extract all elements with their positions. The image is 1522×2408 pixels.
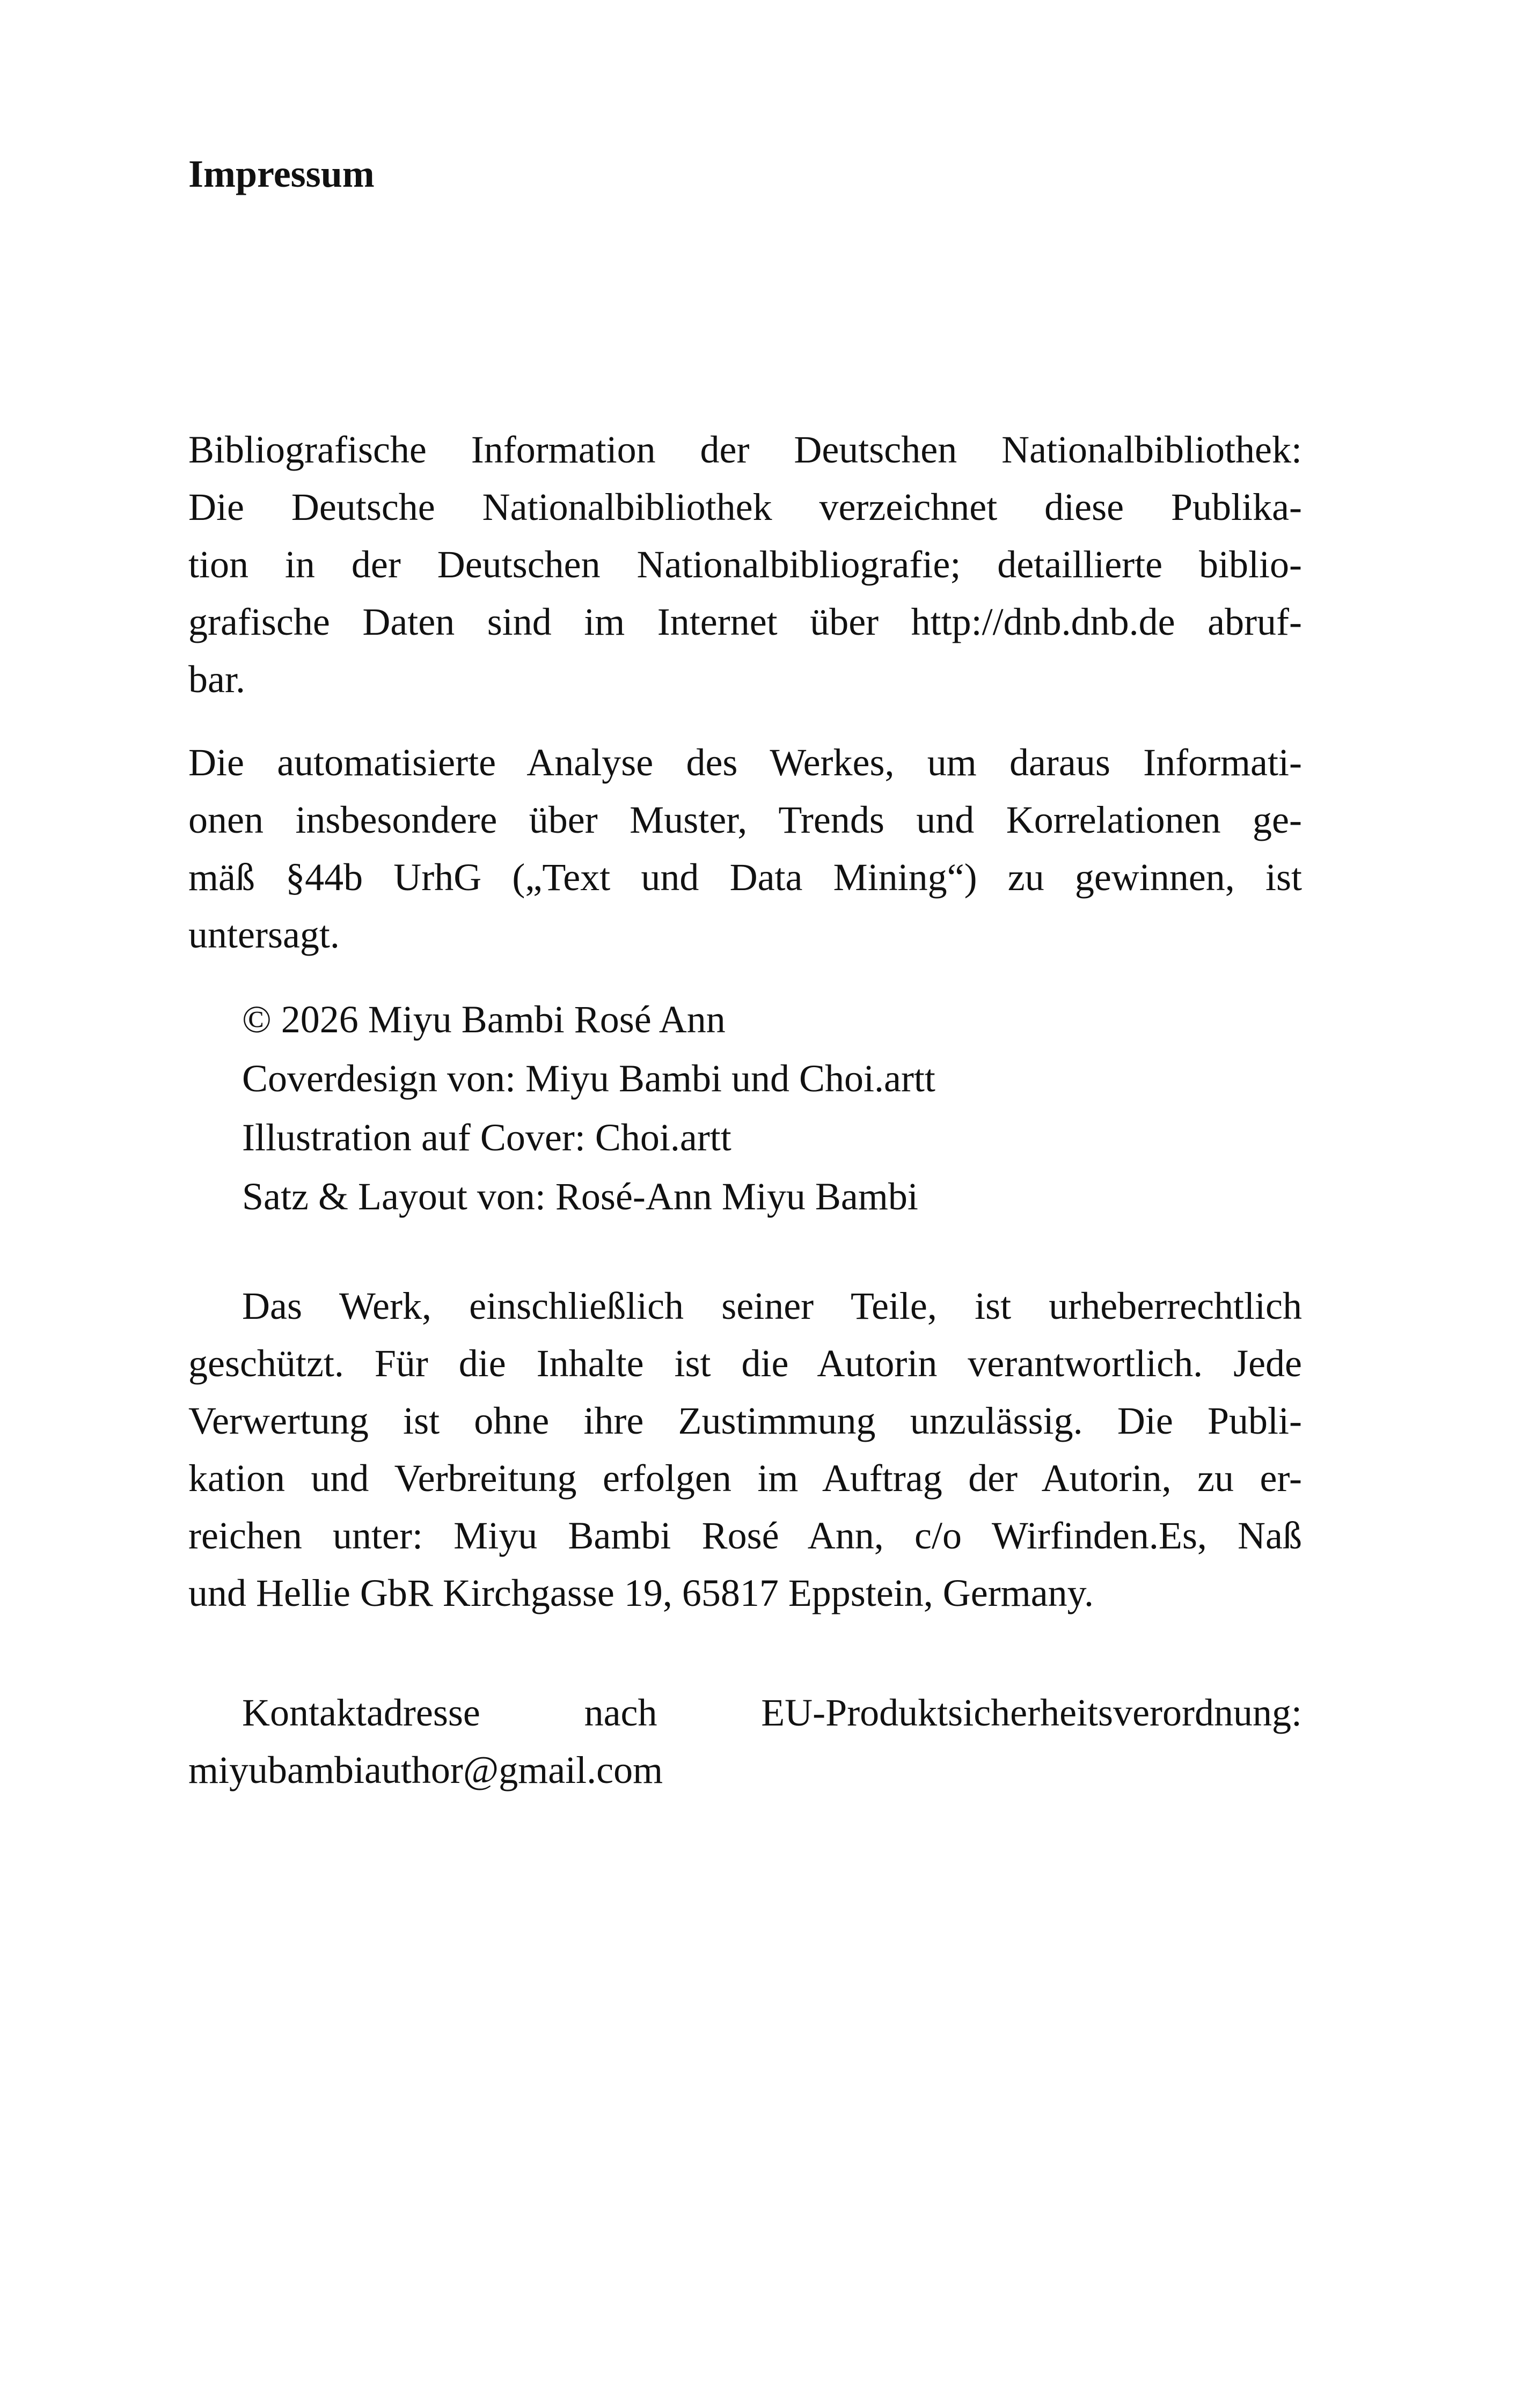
copyright-line: Verwertung ist ohne ihre Zustimmung unzulässig. Die Publi- bbox=[188, 1399, 1302, 1442]
layout-credit: Satz & Layout von: Rosé-Ann Miyu Bambi bbox=[242, 1175, 918, 1218]
dnb-line: Bibliografische Information der Deutschen Nationalbibliothek: bbox=[188, 428, 1302, 471]
tdm-line: untersagt. bbox=[188, 913, 340, 956]
copyright-line: geschützt. Für die Inhalte ist die Autorin verantwortlich. Jede bbox=[188, 1342, 1302, 1385]
copyright-line: Das Werk, einschließlich seiner Teile, ist urheberrechtlich bbox=[242, 1284, 1302, 1327]
credits-block bbox=[242, 990, 935, 1226]
copyright-notice: © 2026 Miyu Bambi Rosé Ann bbox=[242, 998, 726, 1041]
dnb-line: bar. bbox=[188, 658, 245, 701]
tdm-line: Die automatisierte Analyse des Werkes, um daraus Informati- bbox=[188, 741, 1302, 784]
dnb-paragraph bbox=[188, 421, 1302, 708]
contact-paragraph bbox=[188, 1684, 1302, 1799]
contact-email: miyubambiauthor@gmail.com bbox=[188, 1749, 663, 1792]
page-title: Impressum bbox=[188, 152, 375, 195]
text-data-mining-paragraph bbox=[188, 734, 1302, 964]
cover-illustration-credit: Illustration auf Cover: Choi.artt bbox=[242, 1116, 731, 1159]
copyright-line: reichen unter: Miyu Bambi Rosé Ann, c/o Wirfinden.Es, Naß bbox=[188, 1514, 1302, 1557]
cover-design-credit: Coverdesign von: Miyu Bambi und Choi.artt bbox=[242, 1057, 935, 1100]
dnb-line: Die Deutsche Nationalbibliothek verzeichnet diese Publika- bbox=[188, 486, 1302, 528]
copyright-line: kation und Verbreitung erfolgen im Auftrag der Autorin, zu er- bbox=[188, 1457, 1302, 1500]
copyright-paragraph bbox=[188, 1278, 1302, 1622]
tdm-line: onen insbesondere über Muster, Trends und Korrelationen ge- bbox=[188, 798, 1302, 841]
contact-label: Kontaktadresse nach EU-Produktsicherheitsverordnung: bbox=[242, 1691, 1302, 1734]
dnb-line: tion in der Deutschen Nationalbibliografie; detaillierte biblio- bbox=[188, 543, 1302, 586]
tdm-line: mäß §44b UrhG („Text und Data Mining“) zu gewinnen, ist bbox=[188, 856, 1302, 899]
dnb-line: grafische Daten sind im Internet über http://dnb.dnb.de abruf- bbox=[188, 600, 1302, 643]
copyright-line: und Hellie GbR Kirchgasse 19, 65817 Eppstein, Germany. bbox=[188, 1572, 1094, 1614]
